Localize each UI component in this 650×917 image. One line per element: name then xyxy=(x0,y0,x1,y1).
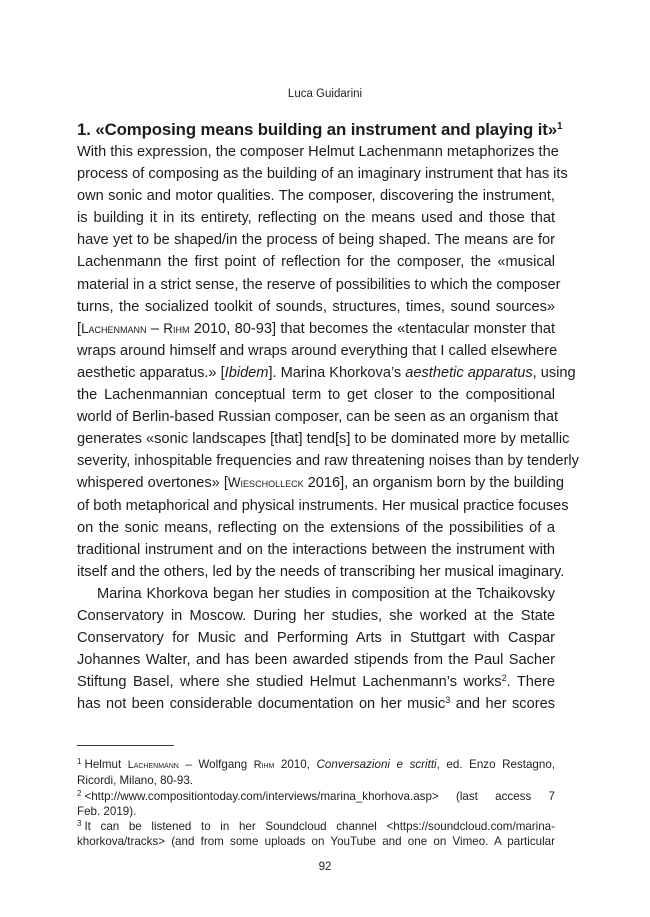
text-line: is building it in its entirety, reflecting on the means used and those that xyxy=(77,210,555,227)
footnote-link[interactable]: It can be listened to in her Soundcloud channel <https://soundcloud.com/marina- xyxy=(84,820,555,834)
text-line xyxy=(77,693,555,715)
footnote-1-line: Ricordi, Milano, 80-93. xyxy=(77,774,193,788)
text-line: wraps around himself and wraps around everything that I called elsewhere xyxy=(77,342,558,359)
footnote-number: 3 xyxy=(77,819,82,829)
text-line: turns, the socialized toolkit of sounds, structures, times, sound sources» xyxy=(77,298,555,315)
main-content xyxy=(77,116,579,715)
text-line: process of composing as the building of an imaginary instrument that has its xyxy=(77,166,568,183)
heading-footnote-ref[interactable]: 1 xyxy=(556,121,563,132)
section-heading xyxy=(77,116,563,141)
citation-ibidem: Ibidem xyxy=(224,364,269,381)
text-line: own sonic and motor qualities. The composer, discovering the instrument, xyxy=(77,188,555,205)
footnote-divider xyxy=(77,745,174,746)
text-fragment: . There xyxy=(506,674,555,691)
text-fragment: 2010, xyxy=(274,758,317,771)
paragraph-1 xyxy=(77,141,579,583)
citation-author: Rihm xyxy=(253,759,275,771)
text-fragment: has not been considerable documentation on her music xyxy=(77,696,446,713)
footnote-2-line xyxy=(77,789,555,804)
text-line: of both metaphorical and physical instruments. Her musical practice focuses xyxy=(77,497,569,514)
paragraph-2 xyxy=(77,583,555,716)
text-line: Marina Khorkova began her studies in composition at the Tchaikovsky xyxy=(97,585,555,602)
text-fragment: – xyxy=(146,320,164,337)
footnote-number: 1 xyxy=(77,757,82,766)
text-line: on the sonic means, reflecting on the extensions of the possibilities of a xyxy=(77,519,555,536)
text-fragment: [ xyxy=(77,320,82,337)
text-line xyxy=(77,472,565,494)
footnote-3-line xyxy=(77,819,555,834)
footnote-1-line xyxy=(77,757,555,773)
text-fragment: whispered overtones» [ xyxy=(77,475,228,492)
footnote-number: 2 xyxy=(77,788,82,798)
text-fragment: 2010, 80-93] that becomes the «tentacular monster that xyxy=(189,320,555,337)
footnote-2-line: Feb. 2019). xyxy=(77,804,137,818)
text-fragment: ]. Marina Khorkova’s xyxy=(268,364,406,381)
footnotes xyxy=(77,757,555,850)
text-fragment: , using xyxy=(532,364,576,381)
text-fragment: – Wolfgang xyxy=(178,758,254,771)
page-number: 92 xyxy=(318,861,332,873)
footnote-link[interactable]: <http://www.compositiontoday.com/interviews/marina_khorhova.asp> (last access 7 xyxy=(84,789,555,803)
citation-author: Rihm xyxy=(163,320,190,336)
running-head: Luca Guidarini xyxy=(287,88,363,100)
footnote-3-line: khorkova/tracks> (and from some uploads on YouTube and one on Vimeo. A particular xyxy=(77,835,555,849)
text-fragment: aesthetic apparatus.» [ xyxy=(77,364,225,381)
text-line: Johannes Walter, and has been awarded stipends from the Paul Sacher xyxy=(77,652,555,669)
text-line: With this expression, the composer Helmut Lachenmann metaphorizes the xyxy=(77,144,559,160)
text-fragment: Helmut xyxy=(84,758,128,771)
footnote-ref-3[interactable]: 3 xyxy=(445,695,451,706)
text-line: Conservatory in Moscow. During her studies, she worked at the State xyxy=(77,607,555,624)
book-title: Conversazioni e scritti xyxy=(316,758,437,771)
text-fragment: , ed. Enzo Restagno, xyxy=(436,758,555,771)
text-fragment: 2016], an organism born by the building xyxy=(303,475,565,492)
text-line: Lachenmann the first point of reflection for the composer, the «musical xyxy=(77,254,555,271)
text-line: world of Berlin-based Russian composer, can be seen as an organism that xyxy=(77,409,559,426)
section-heading-text: 1. «Composing means building an instrument and playing it» xyxy=(77,120,557,139)
text-line: itself and the others, led by the needs of transcribing her musical imaginary. xyxy=(77,563,565,580)
text-line: traditional instrument and on the interactions between the instrument with xyxy=(77,541,555,558)
emphasized-term: aesthetic apparatus xyxy=(405,364,533,381)
citation-author: Lachenmann xyxy=(127,759,179,771)
text-fragment: and her scores xyxy=(450,696,555,713)
text-line: the Lachenmannian conceptual term to get closer to the compositional xyxy=(77,387,555,404)
text-line: generates «sonic landscapes [that] tend[s] to be dominated more by metallic xyxy=(77,431,570,448)
text-line xyxy=(77,318,555,340)
text-line: severity, inhospitable frequencies and raw threatening noises than by tenderly xyxy=(77,453,579,470)
text-line xyxy=(77,362,576,384)
text-line: Conservatory for Music and Performing Arts in Stuttgart with Caspar xyxy=(77,630,555,647)
text-fragment: Stiftung Basel, where she studied Helmut Lachenmann’s works xyxy=(77,674,502,691)
footnote-ref-2[interactable]: 2 xyxy=(501,673,507,684)
citation-author: Lachenmann xyxy=(81,320,147,336)
text-line: material in a strict sense, the reserve of possibilities to which the composer xyxy=(77,276,561,293)
text-line xyxy=(77,671,555,693)
text-line: have yet to be shaped/in the process of being shaped. The means are for xyxy=(77,232,555,249)
citation-author: Wiescholleck xyxy=(227,475,304,491)
